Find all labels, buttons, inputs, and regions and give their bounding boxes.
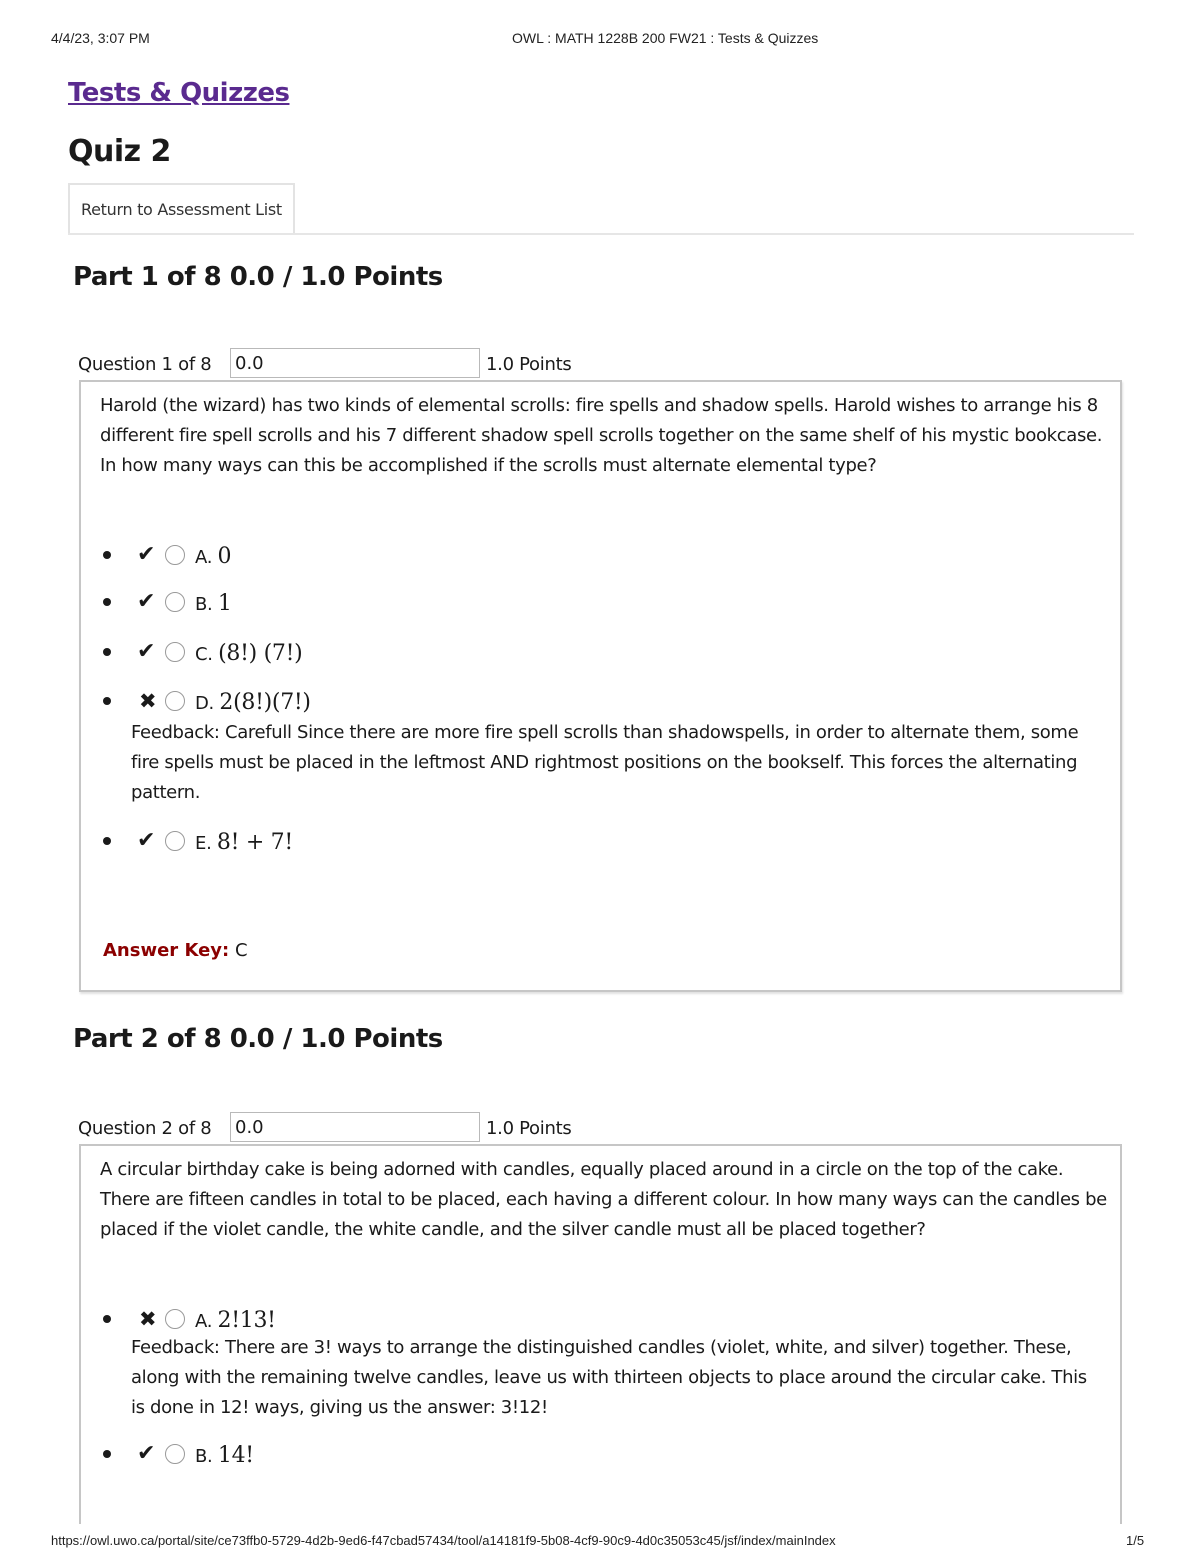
option-value: 2(8!)(7!) bbox=[219, 690, 311, 715]
check-icon: ✔ bbox=[137, 1441, 156, 1466]
print-url: https://owl.uwo.ca/portal/site/ce73ffb0-5729-4d2b-9ed6-f47cbad57434/tool/a14181f9-5b08-4cf9-90c9-4d0c35053c45/jsf/index/mainIndex bbox=[51, 1533, 836, 1548]
cross-icon: ✖ bbox=[139, 1307, 157, 1331]
option-letter: D. bbox=[195, 693, 214, 714]
return-to-assessment-list-button[interactable]: Return to Assessment List bbox=[68, 183, 295, 233]
print-date: 4/4/23, 3:07 PM bbox=[51, 30, 150, 46]
option-c-radio[interactable] bbox=[165, 642, 185, 662]
option-letter: E. bbox=[195, 833, 212, 854]
question-1-box bbox=[79, 380, 1122, 992]
option-b-radio[interactable] bbox=[165, 1444, 185, 1464]
answer-key-label: Answer Key: bbox=[103, 940, 230, 961]
check-icon: ✔ bbox=[137, 639, 156, 664]
check-icon: ✔ bbox=[137, 828, 156, 853]
question-2-points: 1.0 Points bbox=[486, 1118, 572, 1139]
cross-icon: ✖ bbox=[139, 689, 157, 713]
option-letter: A. bbox=[195, 547, 213, 568]
option-a-radio[interactable] bbox=[165, 1309, 185, 1329]
answer-key bbox=[103, 940, 248, 961]
option-value: 0 bbox=[217, 544, 232, 569]
page-title: Quiz 2 bbox=[68, 134, 171, 169]
assessment-nav bbox=[68, 183, 1134, 235]
option-value: 2!13! bbox=[217, 1308, 276, 1333]
question-1-text: Harold (the wizard) has two kinds of elemental scrolls: fire spells and shadow spells. Harold wishes to arrange his 8 different fire spell scrolls and his 7 different shadow spell scrolls together on the same shelf of his mystic bookcase. In how many ways can this be accomplished if the scrolls must alternate elemental type? bbox=[100, 395, 1103, 476]
question-1-label: Question 1 of 8 bbox=[78, 354, 212, 375]
question-2-box bbox=[79, 1144, 1122, 1524]
option-letter: B. bbox=[195, 594, 213, 615]
question-1-option-d-feedback: Feedback: Carefull Since there are more fire spell scrolls than shadowspells, in order to alternate them, some fire spells must be placed in the leftmost AND rightmost positions on the bookself. This forces the alternating pattern. bbox=[131, 722, 1079, 803]
bullet-icon bbox=[103, 837, 111, 845]
option-value: (8!) (7!) bbox=[218, 641, 303, 666]
bullet-icon bbox=[103, 551, 111, 559]
option-value: 14! bbox=[217, 1443, 254, 1468]
print-document-title: OWL : MATH 1228B 200 FW21 : Tests & Quizzes bbox=[512, 30, 819, 46]
part-1-title: Part 1 of 8 0.0 / 1.0 Points bbox=[73, 262, 443, 292]
option-letter: A. bbox=[195, 1311, 213, 1332]
option-letter: B. bbox=[195, 1446, 213, 1467]
question-2-score-input[interactable] bbox=[230, 1112, 480, 1142]
option-e-radio[interactable] bbox=[165, 831, 185, 851]
bullet-icon bbox=[103, 1450, 111, 1458]
option-letter: C. bbox=[195, 644, 213, 665]
print-header bbox=[0, 30, 1200, 50]
option-value: 8! + 7! bbox=[216, 830, 293, 855]
breadcrumb-tests-quizzes[interactable]: Tests & Quizzes bbox=[68, 78, 290, 108]
option-value: 1 bbox=[217, 591, 232, 616]
answer-key-value: C bbox=[234, 940, 248, 961]
print-page-number: 1/5 bbox=[1126, 1533, 1145, 1548]
option-d-radio[interactable] bbox=[165, 691, 185, 711]
question-2-option-a-feedback: Feedback: There are 3! ways to arrange the distinguished candles (violet, white, and silver) together. These, along with the remaining twelve candles, leave us with thirteen objects to place around the circular cake. This is done in 12! ways, giving us the answer: 3!12! bbox=[131, 1337, 1087, 1418]
question-1-points: 1.0 Points bbox=[486, 354, 572, 375]
bullet-icon bbox=[103, 598, 111, 606]
check-icon: ✔ bbox=[137, 589, 156, 614]
part-2-title: Part 2 of 8 0.0 / 1.0 Points bbox=[73, 1024, 443, 1054]
question-1-score-input[interactable] bbox=[230, 348, 480, 378]
print-footer bbox=[0, 1533, 1200, 1553]
question-2-text: A circular birthday cake is being adorned with candles, equally placed around in a circle on the top of the cake. There are fifteen candles in total to be placed, each having a different colour. In how many ways can the candles be placed if the violet candle, the white candle, and the silver candle must all be placed together? bbox=[100, 1159, 1107, 1240]
option-b-radio[interactable] bbox=[165, 592, 185, 612]
bullet-icon bbox=[103, 1315, 111, 1323]
bullet-icon bbox=[103, 648, 111, 656]
option-a-radio[interactable] bbox=[165, 545, 185, 565]
check-icon: ✔ bbox=[137, 542, 156, 567]
question-2-label: Question 2 of 8 bbox=[78, 1118, 212, 1139]
bullet-icon bbox=[103, 697, 111, 705]
